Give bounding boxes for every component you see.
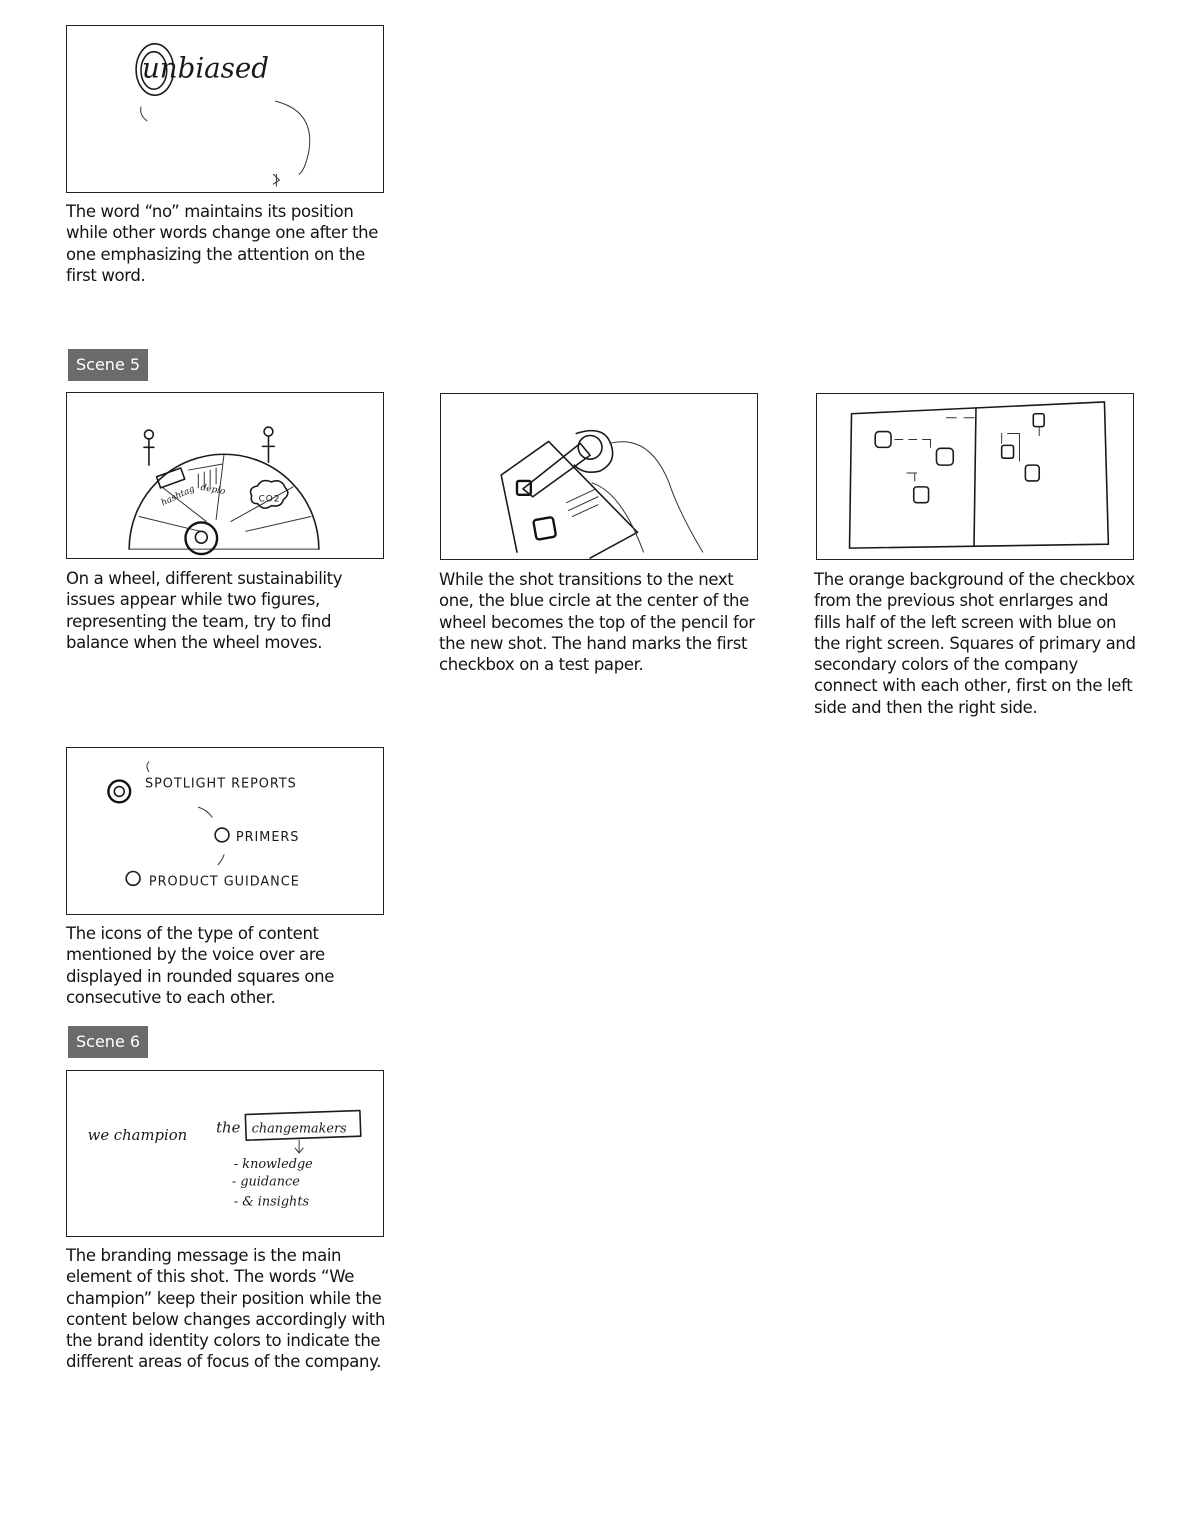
sketch-item-primers: PRIMERS [235, 829, 300, 845]
storyboard-frame-content-icons [66, 747, 384, 915]
sketch-we-champion: we champion [87, 1127, 188, 1145]
sketch-item-product-guidance: PRODUCT GUIDANCE [148, 874, 300, 890]
wheel-label-hashtag: hashtag [159, 484, 197, 509]
wheel-label-deploy: deplo [199, 482, 226, 498]
caption-pencil: While the shot transitions to the next one, the blue circle at the center of the wheel becomes the top of the pencil for the new shot. The hand marks the first checkbox on a test paper. [439, 570, 755, 675]
scene-6-label: Scene 6 [68, 1026, 148, 1058]
caption-unbiased: The word “no” maintains its position while other words change one after the one emphasizing the attention on the first word. [66, 202, 379, 285]
sketch-wheel [67, 393, 383, 558]
sketch-pencil [441, 394, 757, 559]
storyboard-frame-pencil [440, 393, 758, 560]
sketch-content-icons [67, 748, 383, 914]
sketch-branding [67, 1071, 383, 1236]
sketch-list-insights: - & insights [233, 1194, 310, 1210]
sketch-unbiased [67, 26, 383, 192]
storyboard-frame-squares [816, 393, 1134, 560]
caption-wheel: On a wheel, different sustainability issues appear while two figures, representing the team, try to find balance when the wheel moves. [66, 569, 343, 652]
sketch-word-unbiased: unbiased [142, 51, 269, 85]
caption-content-icons: The icons of the type of content mentioned by the voice over are displayed in rounded squares one consecutive to each other. [66, 924, 335, 1007]
storyboard-frame-wheel [66, 392, 384, 559]
scene-5-label: Scene 5 [68, 349, 148, 381]
sketch-list-guidance: - guidance [231, 1174, 300, 1190]
storyboard-frame-unbiased [66, 25, 384, 193]
caption-branding: The branding message is the main element of this shot. The words “We champion” keep their position while the content below changes accordingly with the brand identity colors to indicate the different areas of focus of the company. [66, 1246, 386, 1372]
storyboard-frame-branding [66, 1070, 384, 1237]
sketch-the: the [216, 1119, 241, 1137]
sketch-boxed-word: changemakers [251, 1121, 347, 1137]
sketch-list-knowledge: - knowledge [233, 1156, 313, 1172]
caption-squares: The orange background of the checkbox from the previous shot enrlarges and fills half of the left screen with blue on the right screen. Squares of primary and secondary colors of the company connect with each other, first on the left side and then the right side. [814, 570, 1136, 717]
sketch-squares [817, 394, 1133, 559]
sketch-item-spotlight-reports: SPOTLIGHT REPORTS [144, 776, 297, 792]
wheel-label-co2: CO2 [258, 494, 281, 505]
